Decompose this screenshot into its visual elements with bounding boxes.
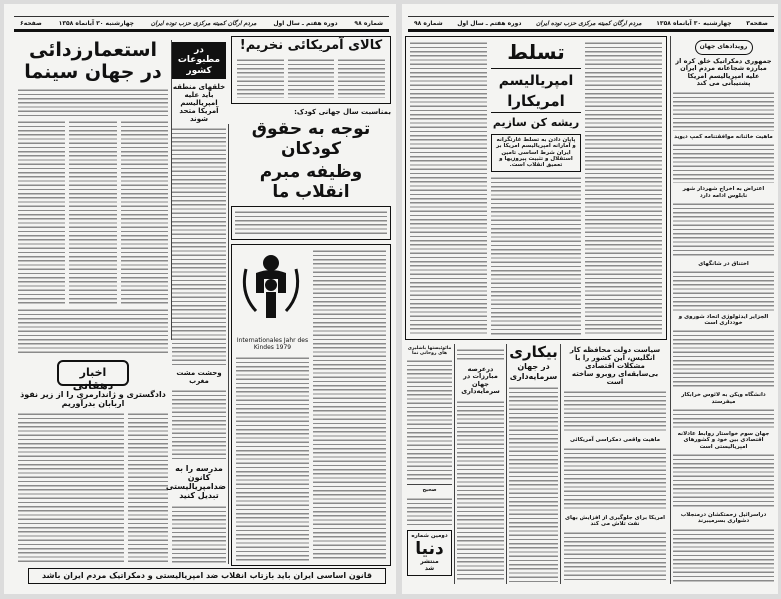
- child-article: [231, 244, 391, 566]
- volume: دوره هفتم ـ سال اول: [273, 19, 338, 27]
- iyc-logo-icon: [236, 249, 306, 333]
- donya-ad: [407, 530, 452, 576]
- democracy-headline: ماهیت واقعی دمکراسی آمریکائی: [569, 436, 661, 443]
- cinema-headline: استعمارزدائی در جهان سینما: [24, 39, 162, 83]
- shanghai-headline: اختناق در شانگهای: [698, 261, 749, 268]
- issue-number: شماره ۹۸: [354, 19, 383, 27]
- main-headline-4: ریشه کن سازیم: [492, 116, 580, 130]
- left-page: [4, 4, 396, 594]
- israel-headline: دراسرائیل زحمتکشان درمنجلاب دشواری بسرمیبرند: [680, 512, 767, 525]
- unemployment-column: [509, 344, 558, 582]
- page-number: صفحه۶: [20, 19, 42, 27]
- korea-headline: جمهوری دمکراتیک خلق کره از مبارزه شجاعانه مردم ایران علیه امپریالیسم امریکا پشتیبانی می کند: [675, 56, 772, 88]
- world-events-logo: رویدادهای جهان: [695, 40, 753, 55]
- masthead: مردم ارگان کمیته مرکزی حزب توده ایران: [150, 19, 257, 27]
- constitution-banner: قانون اساسی ایران باید بازتاب انقلاب ضد امپریالیستی و دمکراتیک مردم ایران باشد: [28, 568, 386, 584]
- peasant-news-logo: اخبار دهقانی: [57, 360, 129, 386]
- algeria-headline: الجزایر ایدئولوژی اتحاد شوروی و خودداری است: [678, 313, 769, 326]
- press-headline: خلقهای منطقه باید علیه امپریالیسم آمریکا متحد شوند: [172, 83, 226, 124]
- struggles-column: [457, 348, 504, 582]
- donya-ad-line-3: منتشر: [420, 558, 439, 566]
- donya-ad-line-1: دومین شماره: [411, 533, 448, 540]
- page-header: [14, 16, 389, 32]
- volume: دوره هفتم ـ سال اول: [457, 19, 522, 27]
- world-events-column: [673, 40, 774, 584]
- unemployment-headline-1: بیکاری: [509, 343, 558, 361]
- peasant-headline: دادگستری و ژاندارمری را از زیر نفوذ اربابان بدرآوریم: [20, 390, 166, 409]
- donya-ad-line-4: شد: [424, 565, 435, 573]
- date: چهارشنبه ۳۰ آبانماه ۱۳۵۸: [58, 19, 134, 27]
- boycott-headline: کالای آمریکائی نخریم!: [239, 38, 383, 53]
- uk-column: [564, 346, 666, 582]
- press-column: [165, 42, 226, 564]
- uk-headline: سیاست دولت محافظه کار انگلیس، این کشور را با مشکلات اقتصادی بی‌سابقه‌ای روبرو ساخته است: [569, 346, 661, 387]
- oil-headline: امریکا برای جلوگیری از افزایش بهای نفت تلاش می کند: [564, 514, 666, 527]
- child-kicker: بمناسبت سال جهانی کودک:: [294, 107, 391, 116]
- masthead: مردم ارگان کمیته مرکزی حزب توده ایران: [536, 19, 642, 27]
- laos-headline: دانشگاه ویکن به لائوس خرابکار میفرستد: [681, 392, 766, 405]
- fear-headline: وحشت مشت مغرب: [176, 368, 222, 385]
- iyc-logo-text: Internationales Jahr des Kindes 1979: [236, 337, 309, 352]
- unemployment-headline-2: در جهان: [517, 362, 550, 372]
- campdavid-headline: ماهیت خائنانه موافقتنامه کمپ دیوید: [674, 133, 773, 140]
- thirdworld-headline: جهان سوم خواستار روابط عادلانه اقتصادی بین خود و کشورهای امپریالیستی است: [677, 431, 770, 450]
- main-summary-box: پایان دادن به تسلط غارتگرانه و آمارانه امپریالیسم امریکا بر ایران شرط اساسی تامین استقلال و تثبیت پیروزیها و تعمیق انقلاب است.: [491, 134, 581, 172]
- school-headline: مدرسه را به کانون ضدامپریالیستی تبدیل کنید: [165, 463, 226, 501]
- unemployment-headline-3: سرمایه‌داری: [509, 372, 558, 382]
- boycott-box: [231, 36, 391, 104]
- maoist-column: [407, 346, 452, 576]
- right-column: [231, 36, 391, 566]
- date: چهارشنبه ۳۰ آبانماه ۱۳۵۸: [656, 19, 732, 27]
- peasant-article: [18, 360, 168, 564]
- child-headline-1: توجه به حقوق کودکان: [251, 118, 371, 159]
- issue-number: شماره ۹۸: [414, 19, 443, 27]
- correction-headline: صحیح: [422, 487, 437, 494]
- struggles-headline: درعرصه مبارزات در جهان سرمایه‌داری: [461, 365, 500, 396]
- main-headline-3: امریکارا: [491, 93, 581, 113]
- child-headline-2: وظیفه مبرم انقلاب ما: [259, 162, 363, 202]
- donya-ad-title: دنیا: [415, 538, 444, 559]
- main-headline-2: امپریالیسم: [498, 73, 574, 89]
- page-number: صفحه۳: [746, 19, 768, 27]
- maoist-headline: مائوئیستها باشلیری های روحانی نما: [407, 346, 452, 357]
- main-article: [405, 36, 667, 340]
- main-headline-1: تسلط: [491, 41, 581, 69]
- right-page: [402, 4, 778, 594]
- page-header: [408, 16, 774, 32]
- press-review-box: در مطبوعات کشور: [172, 42, 226, 79]
- cinema-article: [18, 40, 168, 354]
- nablus-headline: اعتراض به اخراج شهردار شهر نابلوس ادامه دارد: [682, 186, 765, 199]
